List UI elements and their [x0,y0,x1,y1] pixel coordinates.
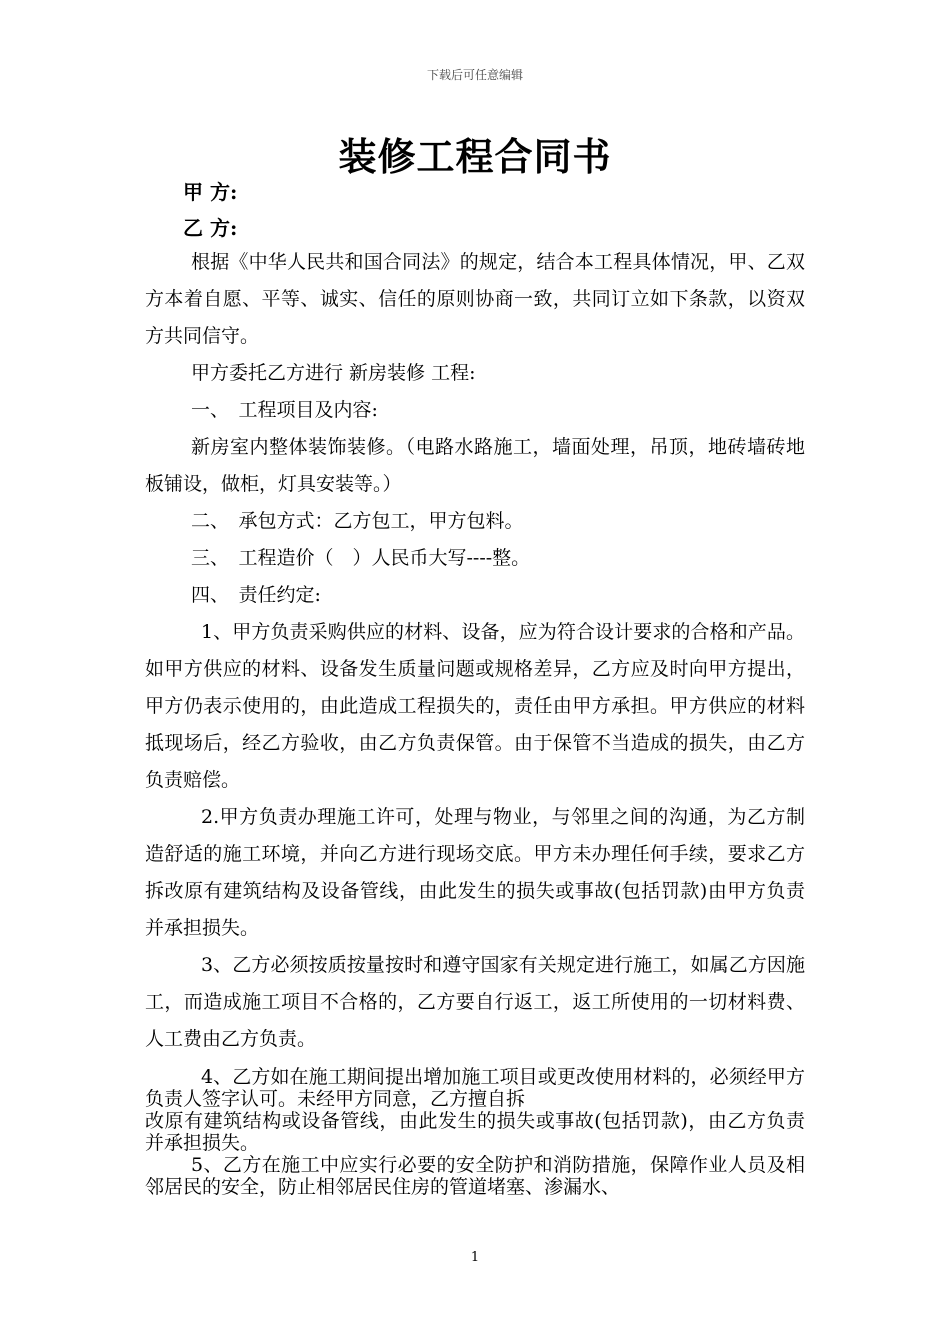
section-1-heading: 一、 工程项目及内容: [191,399,378,421]
clause-5: 5、乙方在施工中应实行必要的安全防护和消防措施，保障作业人员及相邻居民的安全，防止相邻居民住房的管道堵塞、渗漏水、 [145,1154,805,1198]
document-title: 装修工程合同书 [338,134,612,179]
clause-3: 3、乙方必须按质按量按时和遵守国家有关规定进行施工，如属乙方因施工，而造成施工项目不合格的，乙方要自行返工，返工所使用的一切材料费、人工费由乙方负责。 [145,954,805,1050]
section-2: 二、 承包方式：乙方包工，甲方包料。 [191,510,524,532]
section-4-heading: 四、 责任约定: [191,584,321,606]
page-header-note: 下载后可任意编辑 [426,68,523,82]
party-a-label: 甲 方: [183,180,238,204]
clause-2: 2.甲方负责办理施工许可，处理与物业，与邻里之间的沟通，为乙方制造舒适的施工环境，并向乙方进行现场交底。甲方未办理任何手续，要求乙方拆改原有建筑结构及设备管线，由此发生的损失或事故(包括罚款)由甲方负责并承担损失。 [145,806,805,939]
clause-4: 4、乙方如在施工期间提出增加施工项目或更改使用材料的，必须经甲方负责人签字认可。未经甲方同意，乙方擅自拆 [145,1066,805,1110]
preamble-paragraph: 根据《中华人民共和国合同法》的规定，结合本工程具体情况，甲、乙双方本着自愿、平等、诚实、信任的原则协商一致，共同订立如下条款，以资双方共同信守。 [145,251,805,347]
contract-body [145,244,805,1198]
commission-line: 甲方委托乙方进行 新房装修 工程: [191,362,476,384]
clause-4-continued: 改原有建筑结构或设备管线，由此发生的损失或事故(包括罚款)，由乙方负责并承担损失。 [145,1110,805,1154]
party-b-label: 乙 方: [183,216,238,240]
section-3: 三、 工程造价（ ）人民币大写----整。 [191,547,531,569]
clause-1: 1、甲方负责采购供应的材料、设备，应为符合设计要求的合格和产品。如甲方供应的材料、设备发生质量问题或规格差异，乙方应及时向甲方提出，甲方仍表示使用的，由此造成工程损失的，责任由甲方承担。甲方供应的材料抵现场后，经乙方验收，由乙方负责保管。由于保管不当造成的损失，由乙方负责赔偿。 [145,621,805,791]
page-number: 1 [470,1250,480,1265]
clause-4-block [145,1066,805,1198]
section-1-content: 新房室内整体装饰装修。（电路水路施工，墙面处理，吊顶，地砖墙砖地板铺设，做柜，灯具安装等。） [145,436,805,495]
